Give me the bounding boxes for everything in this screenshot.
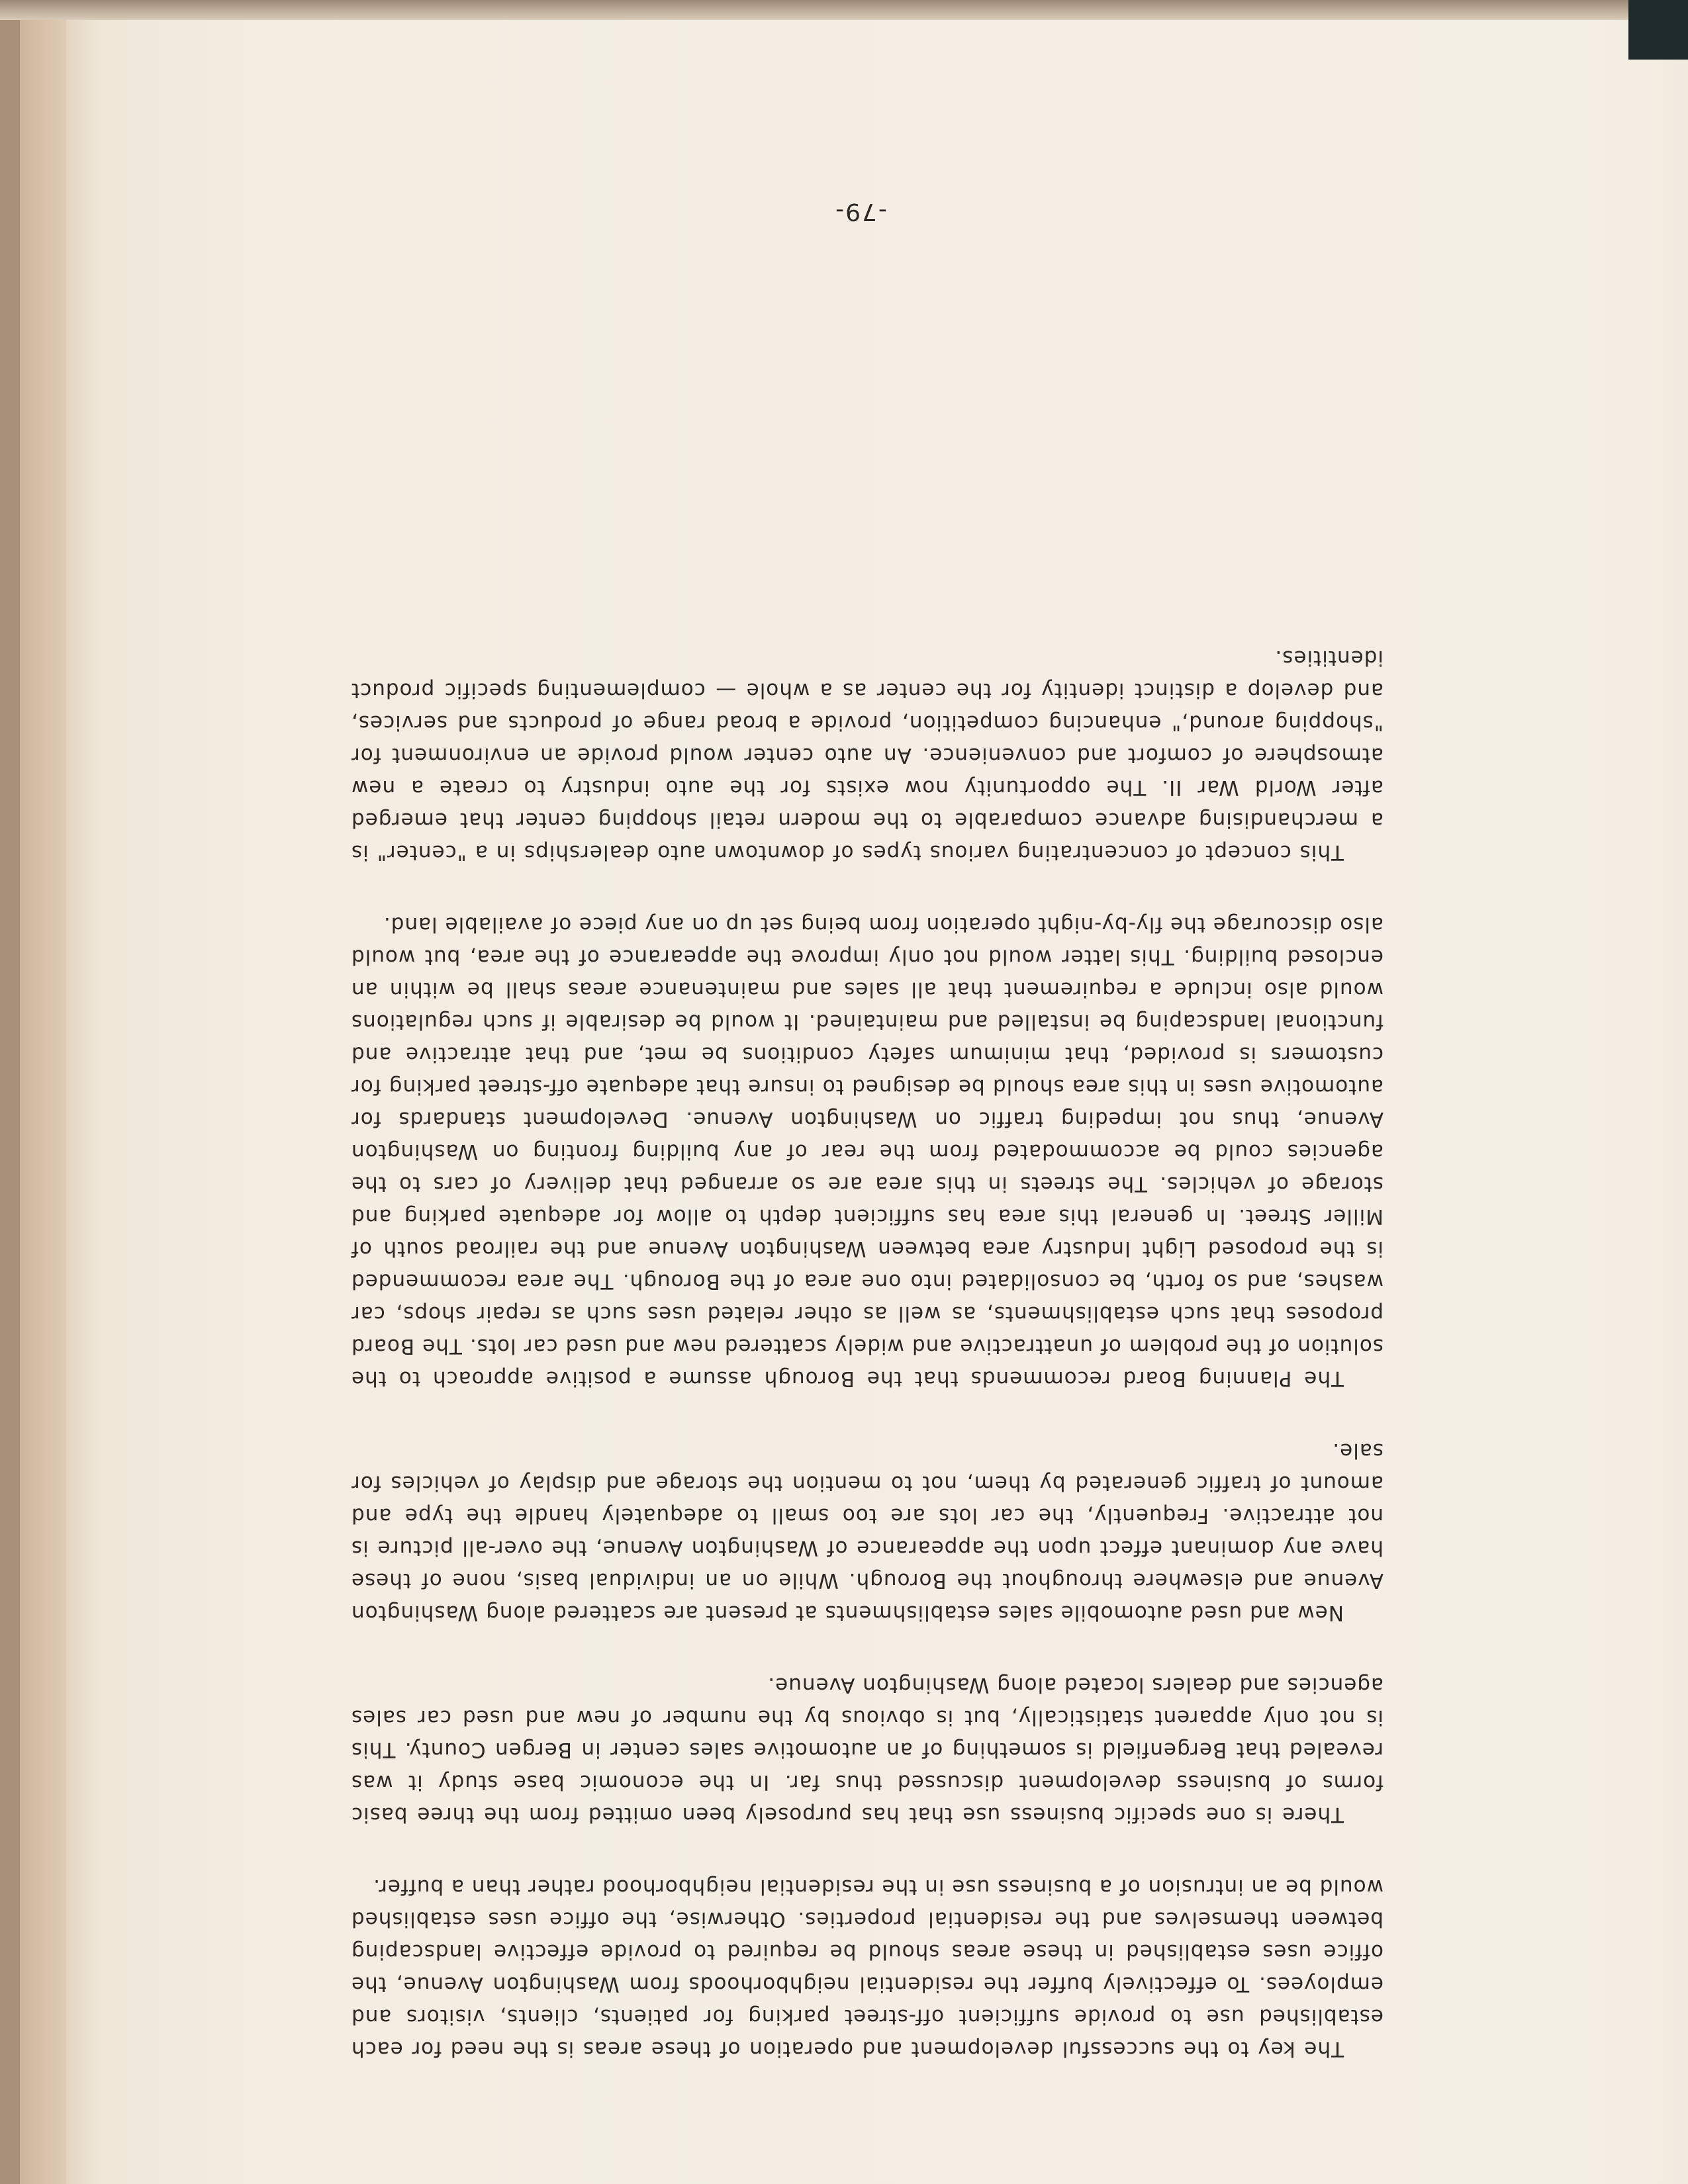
page-binding-shadow xyxy=(66,0,93,2184)
paragraph-planning-board: The Planning Board recommends that the Borough assume a positive approach to the solution of the problem of unattractive and widely scattered new and used car lots. The Board proposes that such establishments, as well as other related uses such as repair shops, car washes, and so forth, be consolidated into one area of the Borough. The area recommended is the proposed Light Industry area between Washington Avenue and the railroad south of Miller Street. In general this area has sufficient depth to allow for adequate parking and storage of vehicles. The streets in this area are so arranged that delivery of cars to the agencies could be accommodated from the rear of any building fronting on Washington Avenue, thus not impeding traffic on Washington Avenue. Development standards for automotive uses in this area should be designed to insure that adequate off-street parking for customers is provided, that minimum safety conditions be met, and that attractive and functional landscaping be installed and maintained. It would be desirable if such regulations would also include a requirement that all sales and maintenance areas shall be within an enclosed building. This latter would not only improve the appearance of the area, but would also discourage the fly-by-night operation from being set up on any piece of available land. xyxy=(351,913,1383,1390)
page-stack-edge-inner xyxy=(20,0,66,2184)
body-text xyxy=(351,602,1383,2065)
upside-down-text-block xyxy=(93,20,1688,2184)
document-page xyxy=(93,20,1688,2184)
paragraph-automotive-center: There is one specific business use that has purposely been omitted from the three basic forms of business development discussed thus far. In the economic base study it was revealed that Bergenfield is something of an automotive sales center in Bergen County. This is not only apparent statistically, but is obvious by the number of new and used car sales agencies and dealers located along Washington Avenue. xyxy=(351,1673,1383,1827)
paragraph-auto-center-concept: This concept of concentrating various types of downtown auto dealerships in a "center" is a merchandising advance comparable to the modern retail shopping center that emerged after World War II. The opportunity now exists for the auto industry to create a new atmosphere of comfort and convenience. An auto center would provide an environment for "shopping around," enhancing competition, provide a broad range of products and services, and develop a distinct identity for the center as a whole — complementing specific product identities. xyxy=(351,646,1383,864)
paragraph-office-areas: The key to the successful development and operation of these areas is the need for each established use to provide sufficient off-street parking for patients, clients, visitors and employees. To effectively buffer the residential neighborhoods from Washington Avenue, the office uses established in these areas should be required to provide effective landscaping between themselves and the residential properties. Otherwise, the office uses established would be an intrusion of a business use in the residential neighborhood rather than a buffer. xyxy=(351,1875,1383,2061)
paragraph-car-lots: New and used automobile sales establishments at present are scattered along Washington Avenue and elsewhere throughout the Borough. While on an individual basis, none of these have any dominant effect upon the appearance of Washington Avenue, the over-all picture is not attractive. Frequently, the car lots are too small to adequately handle the type and amount of traffic generated by them, not to mention the storage and display of vehicles for sale. xyxy=(351,1439,1383,1625)
page-number: -79- xyxy=(834,198,887,225)
top-page-edge xyxy=(0,0,1628,20)
page-stack-edge xyxy=(0,0,20,2184)
